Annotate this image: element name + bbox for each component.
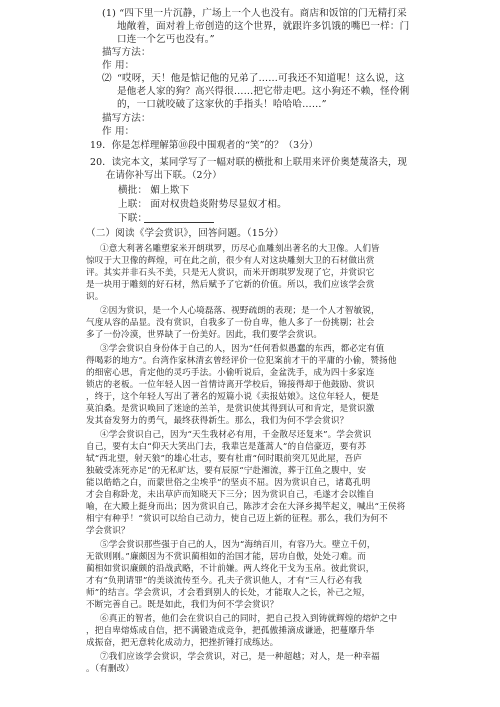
q2-line-2: 是他老人家的狗？高兴得很……把它带走吧。这小狗还不赖，怪伶俐 xyxy=(117,86,410,97)
para-2-line-1: ②因为赏识，是一个人心境磊落、视野疏朗的表现；是一个人才智敏锐， xyxy=(100,306,380,316)
para-4-line-1: ④学会赏识自己，因为“天生我材必有用，千金散尽还复来”。学会赏识 xyxy=(100,430,372,440)
para-2-line-3: 多了一份冷漠，世界缺了一份美好。因此，我们要学会赏识。 xyxy=(86,330,323,340)
para-3-line-1: ③学会赏识自身份体于自己的人，因为“任何看似愚蠢的东西，都必定有值 xyxy=(100,344,385,354)
question-19: 19．你是怎样理解第⑩段中围观者的“笑”的？（3分） xyxy=(90,140,319,151)
couplet-horizontal: 横批： 媚上欺下 xyxy=(118,185,190,196)
q1-line-3: 口连一个乞丐也没有。” xyxy=(117,34,215,45)
para-6-line-3: 成振奋，把无意转化成动力，把挫折锤打成练达。 xyxy=(86,638,279,648)
q2-number: ⑵ xyxy=(102,73,112,84)
question-20-line-2: 在请你补写出下联。（2分） xyxy=(106,170,222,181)
para-5-line-4: 才有“负荆请罪”的美谈流传至今。孔夫子赏识他人，才有“三人行必有我 xyxy=(86,576,362,586)
para-3-line-5: ，终于，这个年轻人写出了著名的短篇小说《卖报姑娘》。这位年轻人，便是 xyxy=(86,392,379,402)
para-2-line-2: 气度从容的品显。没有赏识，自我多了一份自卑，他人多了一份挑剔；社会 xyxy=(86,318,375,328)
q2-line-3: 的，一口就咬破了这家伙的手指头！哈哈哈……” xyxy=(117,99,327,110)
para-4-line-8: 相宁有种乎！”赏识可以给自己动力，使自己迈上新的征程。那么，我们为何不 xyxy=(86,514,388,524)
para-3-line-2: 得喝彩的地方”。台湾作家林清玄曾经评价一位犯案前才干的平庸的小偷，赞扬他 xyxy=(86,356,397,366)
para-3-line-3: 的细密心思，肯定他的灵巧手法。小偷听说后，金盆洗手，成为四十多家连 xyxy=(86,368,375,378)
answer-blank xyxy=(144,212,214,223)
para-1-line-3: 评。其实并非石头不美，只是无人赏识，而米开朗琪罗发现了它，并赏识它 xyxy=(86,268,375,278)
para-4-line-9: 学会赏识？ xyxy=(86,526,130,536)
para-1-line-2: 惊叹于大卫像的辉煌，可在此之前，很少有人对这块雕刻大卫的石材做出赏 xyxy=(86,256,375,266)
para-5-line-6: 不断完善自己。既是如此，我们为何不学会赏识？ xyxy=(86,600,279,610)
para-4-line-5: 能以皓皓之白，而蒙世俗之尘埃乎”的坚贞不屈。因为赏识自己，诸葛孔明 xyxy=(86,478,371,488)
q1-line-1: (1) “四下里一片沉静，广场上一个人也没有。商店和饭馆的门无精打采 xyxy=(102,8,407,19)
question-20-line-1: 20．读完本文，某同学写了一幅对联的横批和上联用来评价奥楚蔑洛夫，现 xyxy=(90,157,408,168)
q1-effect-label: 作 用： xyxy=(102,60,135,71)
couplet-second-line-label: 下联： xyxy=(118,213,148,224)
para-5-line-1: ⑤学会赏识那些强于自己的人，因为“海纳百川，有容乃大。壁立千仞， xyxy=(100,540,376,550)
para-4-line-4: 独破受冻死亦足”的无私旷达，要有辰原“宁赴湘流，葬于江鱼之腹中，安 xyxy=(86,466,367,476)
q1-line-2: 地敞着，面对着上帝创造的这个世界，就跟许多饥饿的嘴巴一样：门 xyxy=(117,21,410,32)
para-4-line-7: 喻，在大殿上挺身而出；因为赏识自己，陈涉才会在大泽乡揭竿起义，喊出“王侯将 xyxy=(86,502,406,512)
para-5-line-3: 蔺相如赏识廉颇的沿战武略，不计前嫌。两人终化干戈为玉帛。彼此赏识， xyxy=(86,564,375,574)
para-6-line-2: ，把自卑熔炼成自信，把不满锻造成竞争，把孤傲捶滴成谦逊，把蔓靡升华 xyxy=(86,626,375,636)
q1-method-label: 描写方法： xyxy=(102,47,151,58)
q2-method-label: 描写方法： xyxy=(102,113,151,124)
para-4-line-3: 轼“西北望，射天狼”的雄心壮志，要有杜甫“何时眼前突兀见此屋，吾庐 xyxy=(86,454,362,464)
para-1-line-1: ①意大利著名雕塑家米开朗琪罗，历尽心血雕刻出著名的大卫像。人们皆 xyxy=(100,244,380,254)
para-5-line-2: 无欲则刚。”廉颇因为不赏识蔺相如的治国才能，居功自傲，处处刁难。而 xyxy=(86,552,367,562)
para-3-line-6: 莫泊桑。是赏识唤回了迷途的羔羊，是赏识使其得到认可和肯定，是赏识激 xyxy=(86,404,375,414)
para-7-line-1: ⑦我们应该学会赏识，学会赏识，对己，是一种超越；对人，是一种幸福 xyxy=(100,652,380,662)
para-3-line-4: 锁店的老板。一位年轻人因一首情诗离开学校后，锦接得却于他鼓励、赏识 xyxy=(86,380,375,390)
section-2-heading: （二）阅读《学会赏识》，回答问题。（15分） xyxy=(86,228,284,239)
q2-effect-label: 作 用： xyxy=(102,126,135,137)
para-5-line-5: 师”的结言。学会赏识，才会看到别人的长处，才能取人之长，补己之短， xyxy=(86,588,371,598)
q2-line-1: “哎呀，天！他是惦记他的兄弟了……可我还不知道呢！这么说，这 xyxy=(117,73,405,84)
para-1-line-5: 识。 xyxy=(86,292,104,302)
couplet-first-line: 上联： 面对权贵趋炎附势尽显奴才相。 xyxy=(118,199,287,210)
para-3-line-7: 发其奋发努力的勇气，最终获得新生。那么，我们为何不学会赏识？ xyxy=(86,416,349,426)
para-4-line-2: 自己，要有太白“仰天大笑出门去，我辈岂是蓬蒿人”的自信豪迈，要有苏 xyxy=(86,442,367,452)
para-1-line-4: 是一块用于雕刻的好石材，然后赋予了它新的价值。所以，我们应该学会赏 xyxy=(86,280,375,290)
para-4-line-6: 才会自称卧龙，未出草庐而知晓天下三分；因为赏识自己，毛遂才会以锥自 xyxy=(86,490,375,500)
para-7-line-2: 。（有删改） xyxy=(86,664,135,674)
para-6-line-1: ⑥真正的智者，他们会在赏识自己的同时，把自己投入到铸就辉煌的熔炉之中 xyxy=(100,614,398,624)
